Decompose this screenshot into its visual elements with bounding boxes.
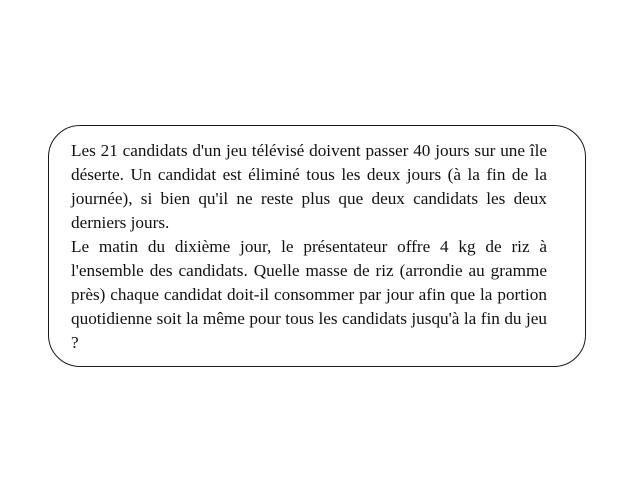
problem-paragraph-question: Le matin du dixième jour, le présentateur offre 4 kg de riz à l'ensemble des candidats. Quelle masse de riz (arrondie au gramme près) chaque candidat doit-il consommer par jour afin que la portion quotidienne soit la même pour tous les candidats jusqu'à la fin du jeu ? <box>71 237 547 352</box>
problem-statement <box>71 139 547 355</box>
problem-box <box>48 125 586 367</box>
problem-paragraph-context: Les 21 candidats d'un jeu télévisé doivent passer 40 jours sur une île déserte. Un candidat est éliminé tous les deux jours (à la fin de la journée), si bien qu'il ne reste plus que deux candidats les deux derniers jours. <box>71 141 547 232</box>
